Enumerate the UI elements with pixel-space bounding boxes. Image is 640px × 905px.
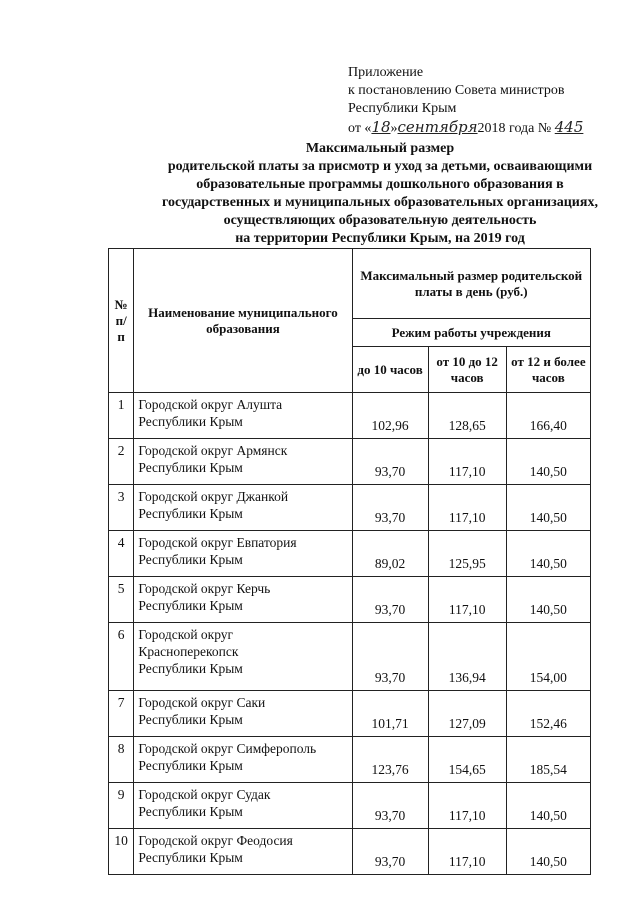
fee-table (108, 248, 591, 875)
date-mid: » (390, 121, 398, 136)
municipality-name-line: Городской округ (138, 627, 234, 642)
table-row (109, 691, 591, 737)
municipality-name-line: Республики Крым (138, 598, 243, 613)
municipality-name-line: Городской округ Феодосия (138, 833, 293, 848)
appendix-date-line (348, 118, 583, 138)
appendix-line: Приложение (348, 65, 424, 80)
row-number: 3 (109, 485, 134, 531)
fee-12-plus: 185,54 (506, 737, 590, 783)
municipality-name-line: Республики Крым (138, 850, 243, 865)
table-row (109, 577, 591, 623)
fee-10-to-12: 117,10 (428, 577, 506, 623)
fee-10-to-12: 117,10 (428, 439, 506, 485)
municipality-name-line: Республики Крым (138, 552, 243, 567)
handwritten-number: 445 (554, 118, 584, 136)
appendix-header (348, 64, 583, 138)
header-name: Наименование муниципального образования (134, 249, 352, 393)
municipality-name-line: Республики Крым (138, 506, 243, 521)
fee-up-to-10: 93,70 (352, 439, 428, 485)
header-10-to-12: от 10 до 12 часов (428, 347, 506, 393)
municipality-name (134, 393, 352, 439)
fee-12-plus: 140,50 (506, 485, 590, 531)
handwritten-day: 18 (371, 118, 391, 136)
fee-12-plus: 166,40 (506, 393, 590, 439)
table-row (109, 783, 591, 829)
municipality-name-line: Республики Крым (138, 661, 243, 676)
table-row (109, 531, 591, 577)
municipality-name-line: Городской округ Судак (138, 787, 271, 802)
row-number: 9 (109, 783, 134, 829)
municipality-name (134, 691, 352, 737)
fee-12-plus: 140,50 (506, 439, 590, 485)
fee-12-plus: 154,00 (506, 623, 590, 691)
date-year: 2018 года № (477, 121, 552, 136)
header-number: № п/п (109, 249, 134, 393)
appendix-line: Республики Крым (348, 101, 457, 116)
municipality-name (134, 531, 352, 577)
fee-up-to-10: 102,96 (352, 393, 428, 439)
fee-10-to-12: 128,65 (428, 393, 506, 439)
municipality-name (134, 737, 352, 783)
municipality-name (134, 623, 352, 691)
title-line: государственных и муниципальных образовательных организациях, (162, 195, 598, 210)
table-row (109, 737, 591, 783)
table-row (109, 439, 591, 485)
title-line: на территории Республики Крым, на 2019 год (235, 231, 525, 246)
fee-10-to-12: 136,94 (428, 623, 506, 691)
fee-up-to-10: 101,71 (352, 691, 428, 737)
header-max-fee: Максимальный размер родительской платы в день (руб.) (352, 249, 590, 319)
row-number: 10 (109, 829, 134, 875)
row-number: 6 (109, 623, 134, 691)
fee-10-to-12: 117,10 (428, 829, 506, 875)
table-row (109, 829, 591, 875)
fee-10-to-12: 117,10 (428, 485, 506, 531)
title-line: Максимальный размер (305, 141, 455, 156)
title-line: осуществляющих образовательную деятельность (223, 213, 537, 228)
fee-10-to-12: 117,10 (428, 783, 506, 829)
fee-12-plus: 152,46 (506, 691, 590, 737)
municipality-name-line: Городской округ Евпатория (138, 535, 297, 550)
municipality-name (134, 783, 352, 829)
municipality-name (134, 577, 352, 623)
table-row (109, 623, 591, 691)
row-number: 4 (109, 531, 134, 577)
row-number: 7 (109, 691, 134, 737)
fee-up-to-10: 93,70 (352, 623, 428, 691)
municipality-name-line: Городской округ Керчь (138, 581, 271, 596)
date-prefix: от « (348, 121, 372, 136)
title-line: образовательные программы дошкольного образования в (196, 177, 564, 192)
fee-up-to-10: 93,70 (352, 485, 428, 531)
municipality-name (134, 485, 352, 531)
municipality-name-line: Городской округ Саки (138, 695, 266, 710)
municipality-name-line: Городской округ Алушта (138, 397, 283, 412)
fee-up-to-10: 93,70 (352, 577, 428, 623)
row-number: 5 (109, 577, 134, 623)
municipality-name-line: Красноперекопск (138, 644, 239, 659)
table-row (109, 393, 591, 439)
municipality-name (134, 439, 352, 485)
fee-10-to-12: 154,65 (428, 737, 506, 783)
municipality-name-line: Республики Крым (138, 758, 243, 773)
fee-up-to-10: 123,76 (352, 737, 428, 783)
municipality-name-line: Республики Крым (138, 804, 243, 819)
municipality-name-line: Республики Крым (138, 460, 243, 475)
row-number: 1 (109, 393, 134, 439)
appendix-line: к постановлению Совета министров (348, 83, 565, 98)
fee-up-to-10: 89,02 (352, 531, 428, 577)
fee-up-to-10: 93,70 (352, 829, 428, 875)
table-row (109, 485, 591, 531)
fee-12-plus: 140,50 (506, 531, 590, 577)
header-up-to-10: до 10 часов (352, 347, 428, 393)
fee-12-plus: 140,50 (506, 783, 590, 829)
fee-10-to-12: 125,95 (428, 531, 506, 577)
fee-12-plus: 140,50 (506, 577, 590, 623)
handwritten-month: сентября (397, 118, 478, 136)
header-mode: Режим работы учреждения (352, 319, 590, 347)
fee-up-to-10: 93,70 (352, 783, 428, 829)
title-line: родительской платы за присмотр и уход за детьми, осваивающими (167, 159, 593, 174)
municipality-name-line: Городской округ Армянск (138, 443, 288, 458)
row-number: 2 (109, 439, 134, 485)
municipality-name-line: Городской округ Джанкой (138, 489, 289, 504)
municipality-name (134, 829, 352, 875)
row-number: 8 (109, 737, 134, 783)
fee-10-to-12: 127,09 (428, 691, 506, 737)
municipality-name-line: Республики Крым (138, 712, 243, 727)
municipality-name-line: Республики Крым (138, 414, 243, 429)
header-12-plus: от 12 и более часов (506, 347, 590, 393)
fee-12-plus: 140,50 (506, 829, 590, 875)
document-title (100, 140, 640, 248)
municipality-name-line: Городской округ Симферополь (138, 741, 317, 756)
